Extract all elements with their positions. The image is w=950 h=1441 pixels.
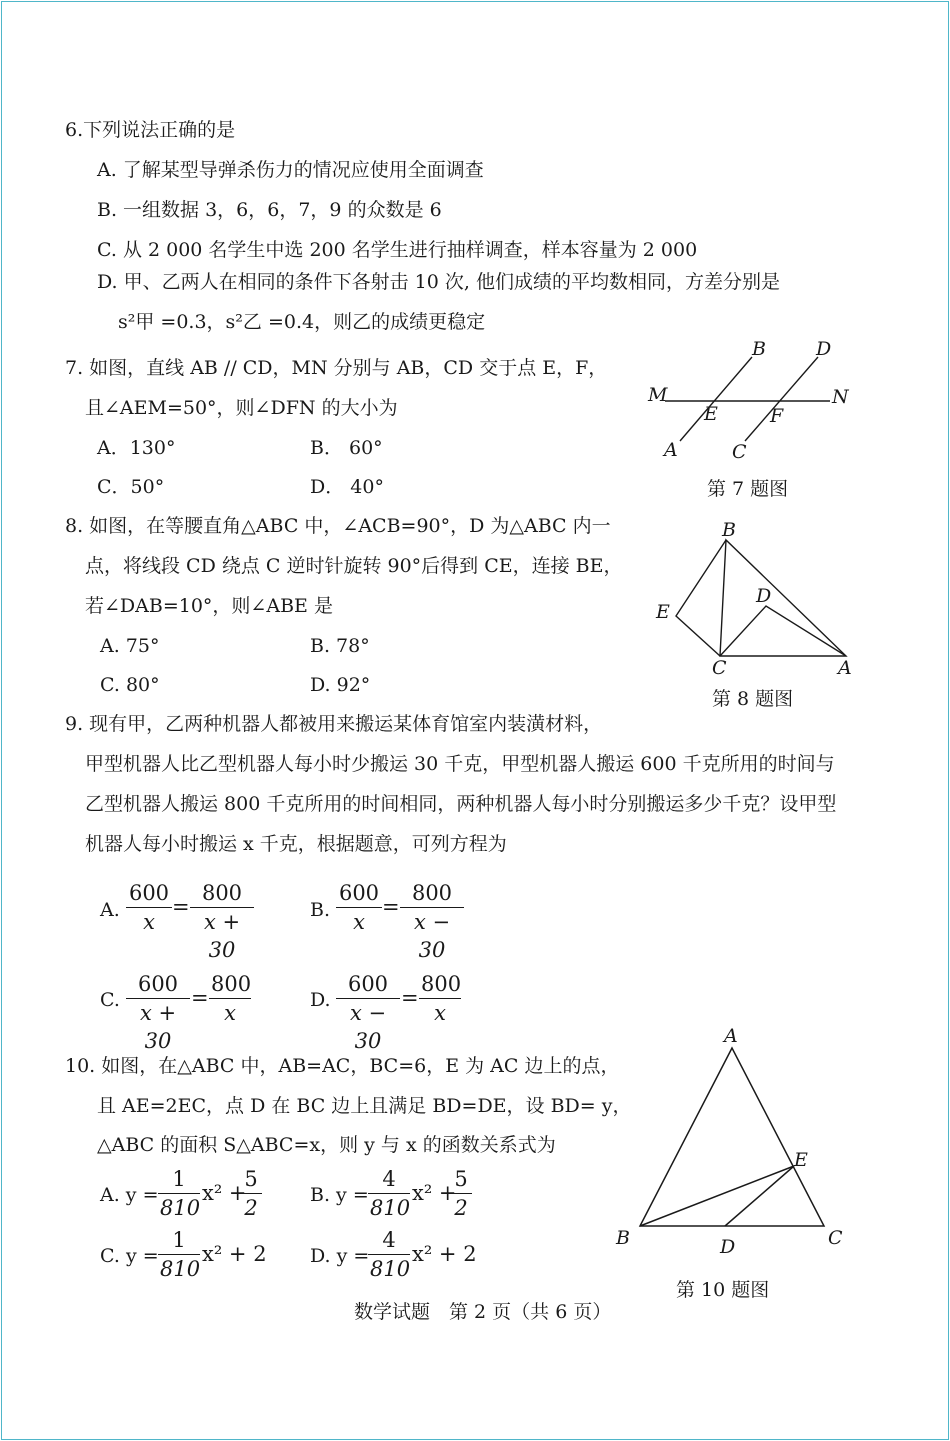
q6-option-c: C. 从 2 000 名学生中选 200 名学生进行抽样调查，样本容量为 2 000	[97, 239, 698, 261]
q9-option-b-frac2: $\frac{800}{x - 30}$	[400, 879, 464, 964]
q9-option-c-label: C.	[100, 989, 120, 1011]
label-b: B	[616, 1227, 630, 1249]
q10-option-d-frac: $\frac{4}{810}$	[370, 1228, 411, 1281]
q10-option-c-label: C. y =	[100, 1245, 159, 1267]
triangle-abc	[720, 540, 846, 656]
q9-option-b-label: B.	[310, 899, 331, 921]
q7-option-b: B． 60°	[310, 437, 383, 459]
label-f: F	[770, 405, 784, 427]
q8-option-a: A. 75°	[100, 635, 160, 657]
label-d: D	[816, 338, 832, 360]
q9-option-c-frac2: $\frac{800}{x}$	[211, 972, 252, 1025]
q9-stem-line1: 9. 现有甲，乙两种机器人都被用来搬运某体育馆室内装潢材料，	[65, 713, 603, 735]
q9-option-d-frac1: $\frac{600}{x - 30}$	[336, 970, 400, 1055]
label-d: D	[720, 1236, 736, 1258]
q7-stem-line2: 且∠AEM=50°，则∠DFN 的大小为	[85, 397, 398, 419]
q6-option-d-line2: s²甲 =0.3，s²乙 =0.4，则乙的成绩更稳定	[118, 311, 486, 333]
q7-stem-line1: 7. 如图，直线 AB // CD，MN 分别与 AB，CD 交于点 E，F，	[65, 357, 608, 379]
q7-option-d: D． 40°	[310, 476, 384, 498]
triangle-abc	[640, 1048, 824, 1226]
q8-caption: 第 8 题图	[712, 688, 794, 710]
q10-option-a-label: A. y =	[100, 1184, 159, 1206]
segments-cd-da	[720, 606, 846, 656]
segment-de	[725, 1166, 794, 1226]
q10-option-b-label: B. y =	[310, 1184, 369, 1206]
label-e: E	[656, 601, 670, 623]
q9-option-a-frac1: $\frac{600}{x}$	[126, 879, 172, 936]
q10-stem-line2: 且 AE=2EC，点 D 在 BC 边上且满足 BD=DE，设 BD= y，	[97, 1095, 632, 1117]
q8-stem-line3: 若∠DAB=10°，则∠ABE 是	[85, 595, 333, 617]
q7-option-c: C．50°	[97, 476, 165, 498]
q10-option-d-label: D. y =	[310, 1245, 370, 1267]
q8-stem-line1: 8. 如图，在等腰直角△ABC 中，∠ACB=90°，D 为△ABC 内一	[65, 515, 611, 537]
label-b: B	[752, 338, 766, 360]
label-n: N	[832, 386, 849, 408]
q6-option-b: B. 一组数据 3，6，6，7，9 的众数是 6	[97, 199, 442, 221]
q9-option-a-label: A.	[100, 899, 120, 921]
q9-option-d-label: D.	[310, 989, 331, 1011]
q10-option-a-frac2: $\frac{5}{2}$	[240, 1165, 262, 1222]
q8-option-c: C. 80°	[100, 674, 160, 696]
label-c: C	[828, 1227, 843, 1249]
q7-option-a: A．130°	[97, 437, 176, 459]
q10-option-a-frac: $\frac{1}{810}$	[160, 1167, 201, 1220]
q9-option-d-frac2: $\frac{800}{x}$	[421, 972, 462, 1025]
q10-option-a-tail: x² +	[202, 1181, 247, 1205]
q10-option-b-frac2: $\frac{5}{2}$	[450, 1165, 472, 1222]
q6-option-d-line1: D. 甲、乙两人在相同的条件下各射击 10 次, 他们成绩的平均数相同，方差分别是	[97, 271, 780, 293]
label-d: D	[756, 585, 772, 607]
q9-option-a-frac2: $\frac{800}{x + 30}$	[190, 879, 254, 964]
q10-option-b-frac: $\frac{4}{810}$	[370, 1167, 411, 1220]
q9-option-b-frac1: $\frac{600}{x}$	[336, 879, 382, 936]
q10-figure	[610, 1020, 860, 1265]
label-m: M	[648, 384, 668, 406]
q8-option-d: D. 92°	[310, 674, 371, 696]
q6-option-a: A. 了解某型导弹杀伤力的情况应使用全面调查	[97, 159, 484, 181]
label-c: C	[732, 441, 747, 463]
label-e: E	[794, 1149, 808, 1171]
q7-figure	[640, 335, 860, 465]
q8-stem-line2: 点，将线段 CD 绕点 C 逆时针旋转 90°后得到 CE，连接 BE，	[85, 555, 623, 577]
line-cd	[745, 357, 818, 441]
q9-stem-line4: 机器人每小时搬运 x 千克，根据题意，可列方程为	[85, 833, 507, 855]
q7-caption: 第 7 题图	[707, 478, 789, 500]
q10-stem-line1: 10. 如图，在△ABC 中，AB=AC，BC=6，E 为 AC 边上的点，	[65, 1055, 620, 1077]
label-a: A	[838, 657, 852, 678]
line-ab	[680, 357, 752, 441]
q10-caption: 第 10 题图	[676, 1279, 770, 1301]
q9-stem-line3: 乙型机器人搬运 800 千克所用的时间相同，两种机器人每小时分别搬运多少千克？设甲型	[85, 793, 837, 815]
q8-figure	[648, 518, 858, 678]
q9-option-c-frac1: $\frac{600}{x + 30}$	[126, 970, 190, 1055]
q9-stem-line2: 甲型机器人比乙型机器人每小时少搬运 30 千克，甲型机器人搬运 600 千克所用的时间与	[85, 753, 835, 775]
label-b: B	[722, 519, 736, 541]
q10-option-d-tail: x² + 2	[412, 1242, 477, 1266]
segment-be	[640, 1166, 794, 1226]
segments-be-ec	[676, 540, 726, 656]
q10-option-b-tail: x² +	[412, 1181, 457, 1205]
q10-option-c-frac: $\frac{1}{810}$	[160, 1228, 201, 1281]
q8-option-b: B. 78°	[310, 635, 370, 657]
q6-stem: 6.下列说法正确的是	[65, 119, 236, 141]
label-c: C	[712, 657, 727, 678]
q10-stem-line3: △ABC 的面积 S△ABC=x，则 y 与 x 的函数关系式为	[97, 1134, 556, 1156]
page-footer: 数学试题 第 2 页（共 6 页）	[354, 1301, 612, 1323]
label-a: A	[664, 439, 678, 461]
label-e: E	[704, 403, 718, 425]
label-a: A	[724, 1025, 738, 1047]
q10-option-c-tail: x² + 2	[202, 1242, 267, 1266]
